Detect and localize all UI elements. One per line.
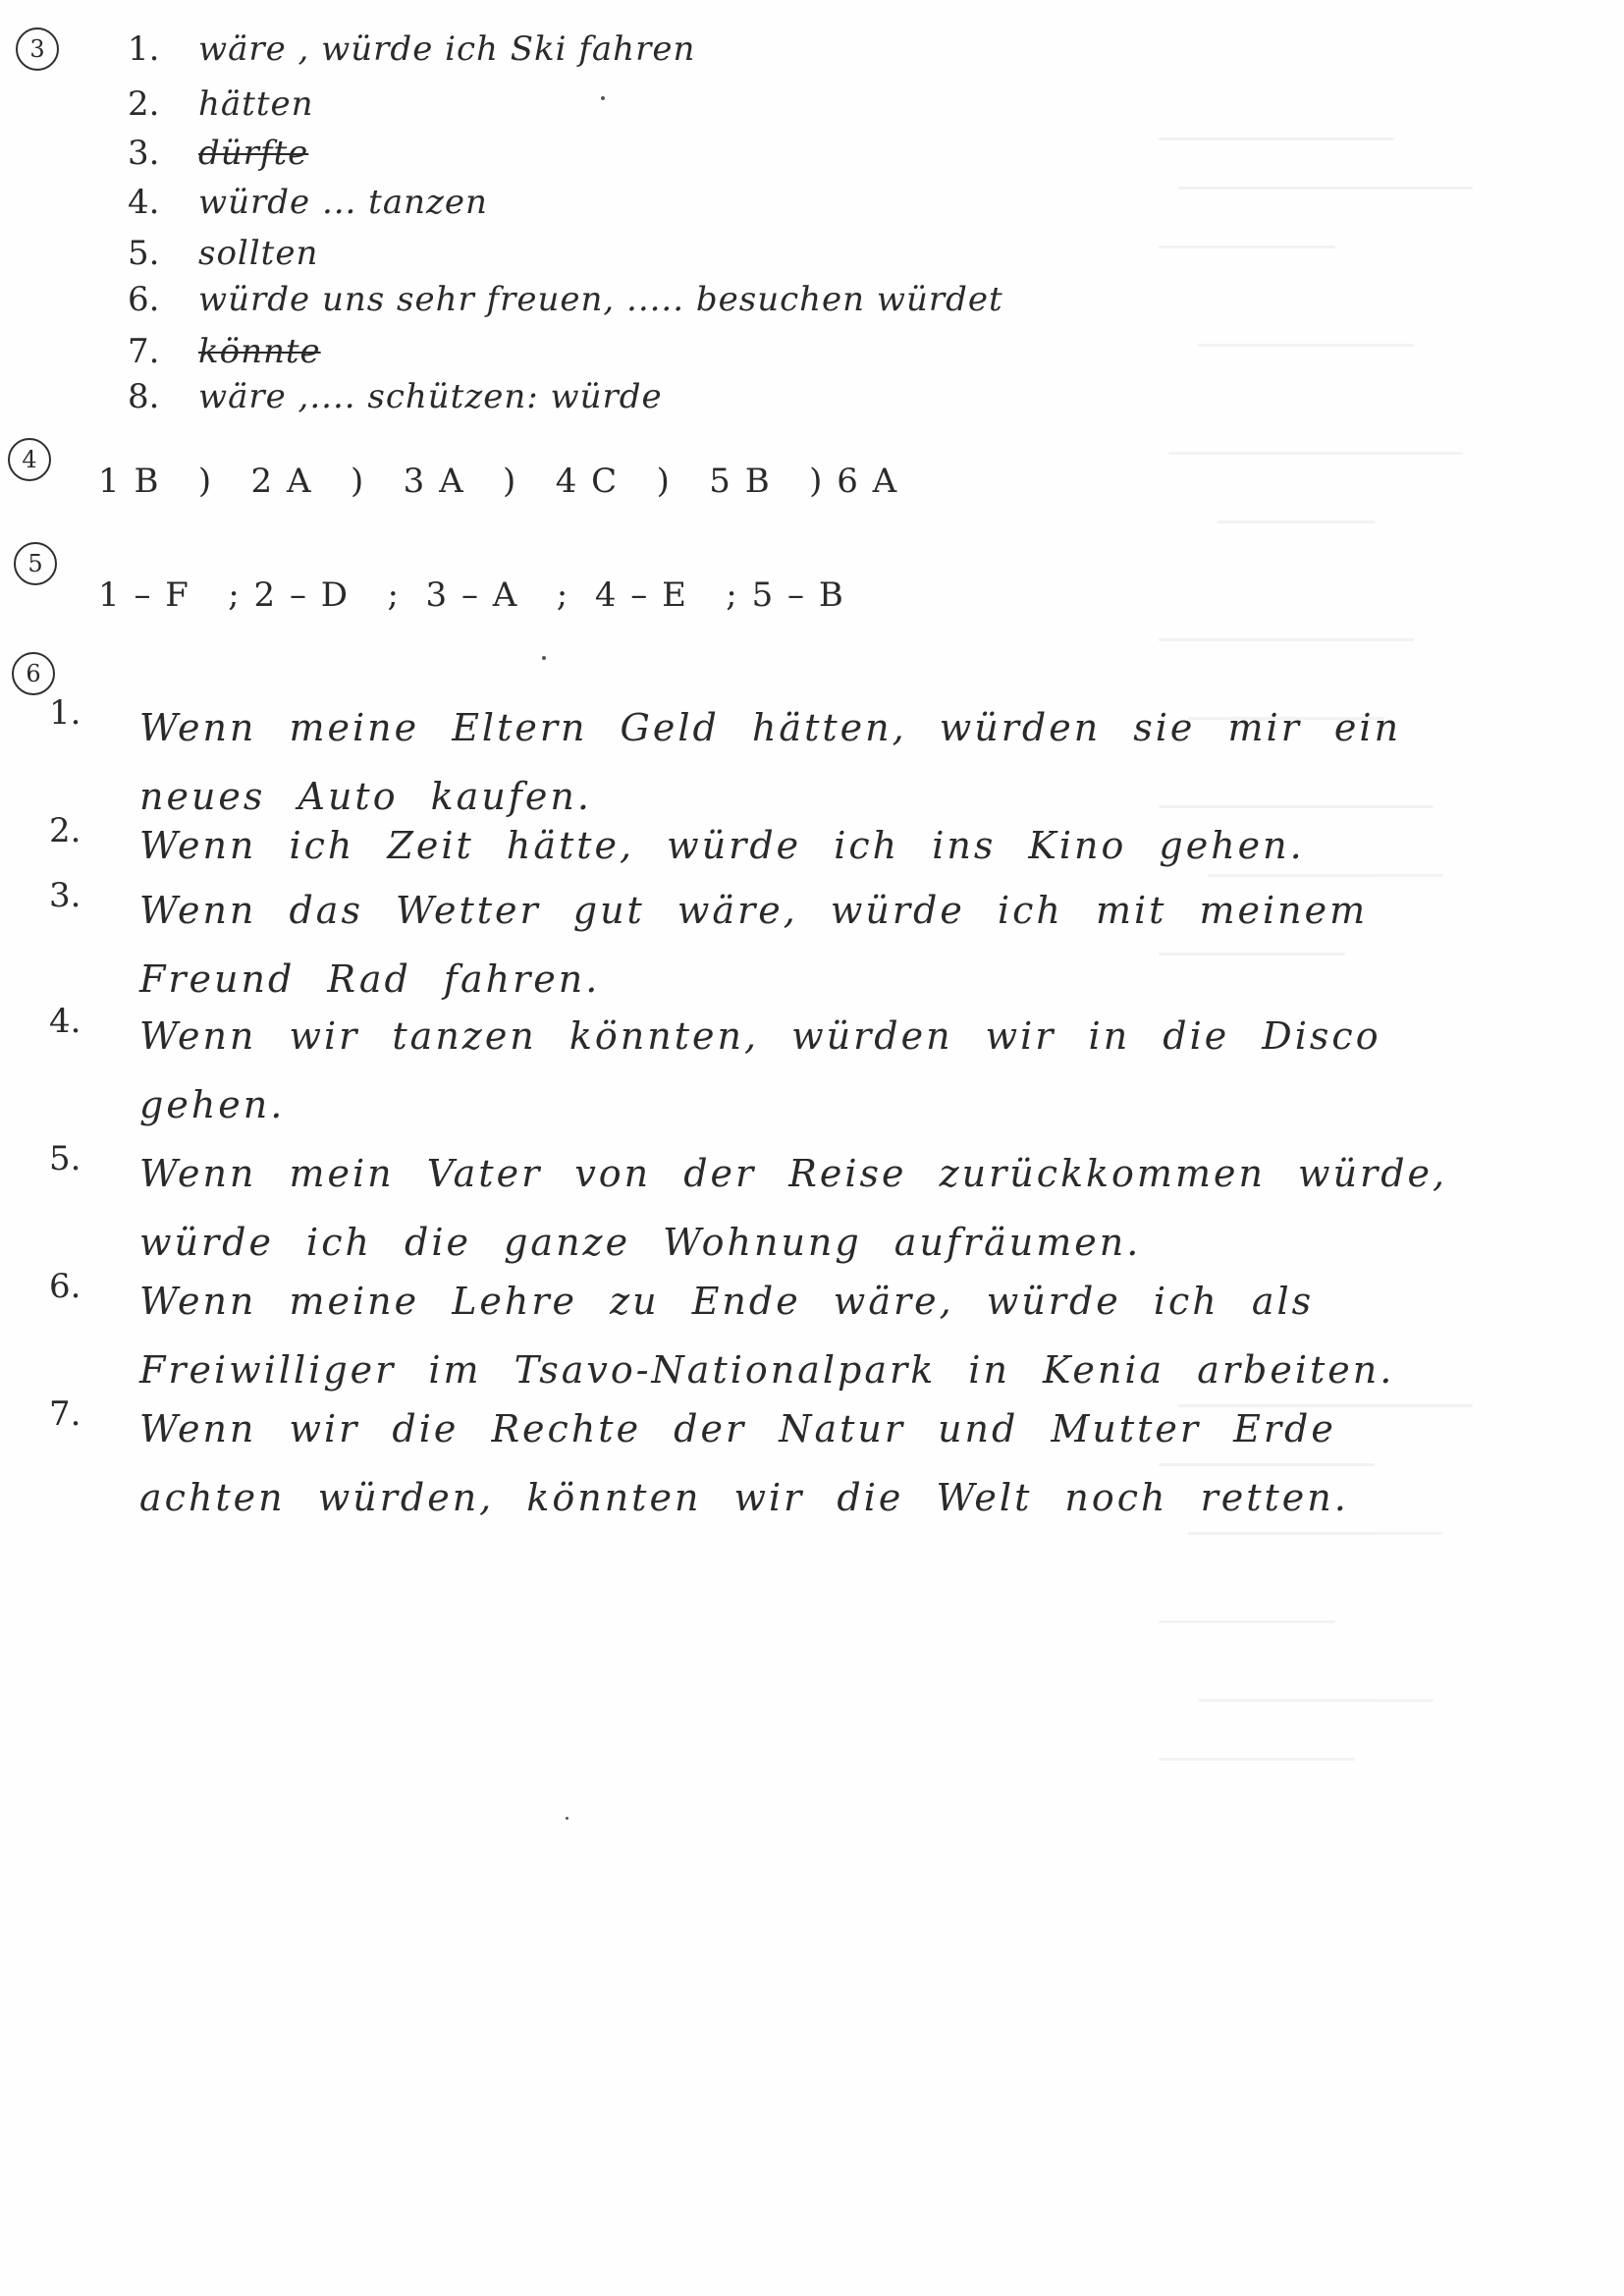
answer-row-4: 1 B ) 2 A ) 3 A ) 4 C ) 5 B ) 6 A — [98, 462, 899, 501]
sentence-text: Wenn wir tanzen könnten, würden wir in die Disco gehen. — [139, 1014, 1381, 1126]
answer-line-3-4 — [128, 183, 488, 222]
sentence-text: Wenn meine Eltern Geld hätten, würden sie mir ein neues Auto kaufen. — [139, 706, 1402, 818]
answer-row-5: 1 – F ; 2 – D ; 3 – A ; 4 – E ; 5 – B — [98, 575, 845, 615]
item-answer: dürfte — [198, 134, 309, 173]
sentence-text: Wenn ich Zeit hätte, würde ich ins Kino gehen. — [139, 824, 1305, 867]
item-answer: würde uns sehr freuen, ..... besuchen würdet — [198, 280, 1003, 319]
sentence-text: Wenn das Wetter gut wäre, würde ich mit meinem Freund Rad fahren. — [139, 889, 1369, 1001]
answer-line-3-2 — [128, 84, 314, 124]
sentence-number: 4. — [49, 1002, 81, 1041]
sentence-text: Wenn meine Lehre zu Ende wäre, würde ich als Freiwilliger im Tsavo-Nationalpark in Kenia arbeiten. — [139, 1280, 1395, 1392]
sentence-text: Wenn wir die Rechte der Natur und Mutter Erde achten würden, könnten wir die Welt noch retten. — [139, 1407, 1349, 1519]
item-answer: würde ... tanzen — [198, 183, 488, 222]
sentence-number: 7. — [49, 1394, 81, 1434]
sentence-number: 1. — [49, 693, 81, 733]
item-number: 4. — [128, 183, 160, 222]
pencil-speck — [601, 96, 605, 100]
item-number: 1. — [128, 29, 160, 69]
pencil-speck — [542, 656, 546, 660]
item-number: 5. — [128, 234, 160, 273]
answer-line-3-3 — [128, 134, 308, 173]
pencil-speck — [566, 1817, 568, 1820]
item-number: 3. — [128, 134, 160, 173]
answer-line-3-1 — [128, 29, 695, 69]
answer-line-3-8 — [128, 377, 663, 416]
section-marker-3: 3 — [16, 27, 59, 71]
item-answer: sollten — [198, 234, 319, 273]
answer-line-3-5 — [128, 234, 318, 273]
item-number: 2. — [128, 84, 160, 124]
item-answer: könnte — [198, 332, 321, 371]
section-marker-4: 4 — [8, 438, 51, 481]
item-answer: wäre ,.... schützen: würde — [198, 377, 663, 416]
item-number: 7. — [128, 332, 160, 371]
sentence-number: 6. — [49, 1267, 81, 1306]
sentence-text: Wenn mein Vater von der Reise zurückkommen würde, würde ich die ganze Wohnung aufräumen. — [139, 1152, 1448, 1264]
item-answer: wäre , würde ich Ski fahren — [198, 29, 696, 69]
item-answer: hätten — [198, 84, 314, 124]
section-marker-6: 6 — [12, 652, 55, 695]
answer-line-3-6 — [128, 280, 1003, 319]
sentence-number: 3. — [49, 876, 81, 915]
sentence-number: 5. — [49, 1139, 81, 1178]
sentence-number: 2. — [49, 811, 81, 850]
item-number: 6. — [128, 280, 160, 319]
section-marker-5: 5 — [14, 542, 57, 585]
answer-line-3-7 — [128, 332, 321, 371]
item-number: 8. — [128, 377, 160, 416]
